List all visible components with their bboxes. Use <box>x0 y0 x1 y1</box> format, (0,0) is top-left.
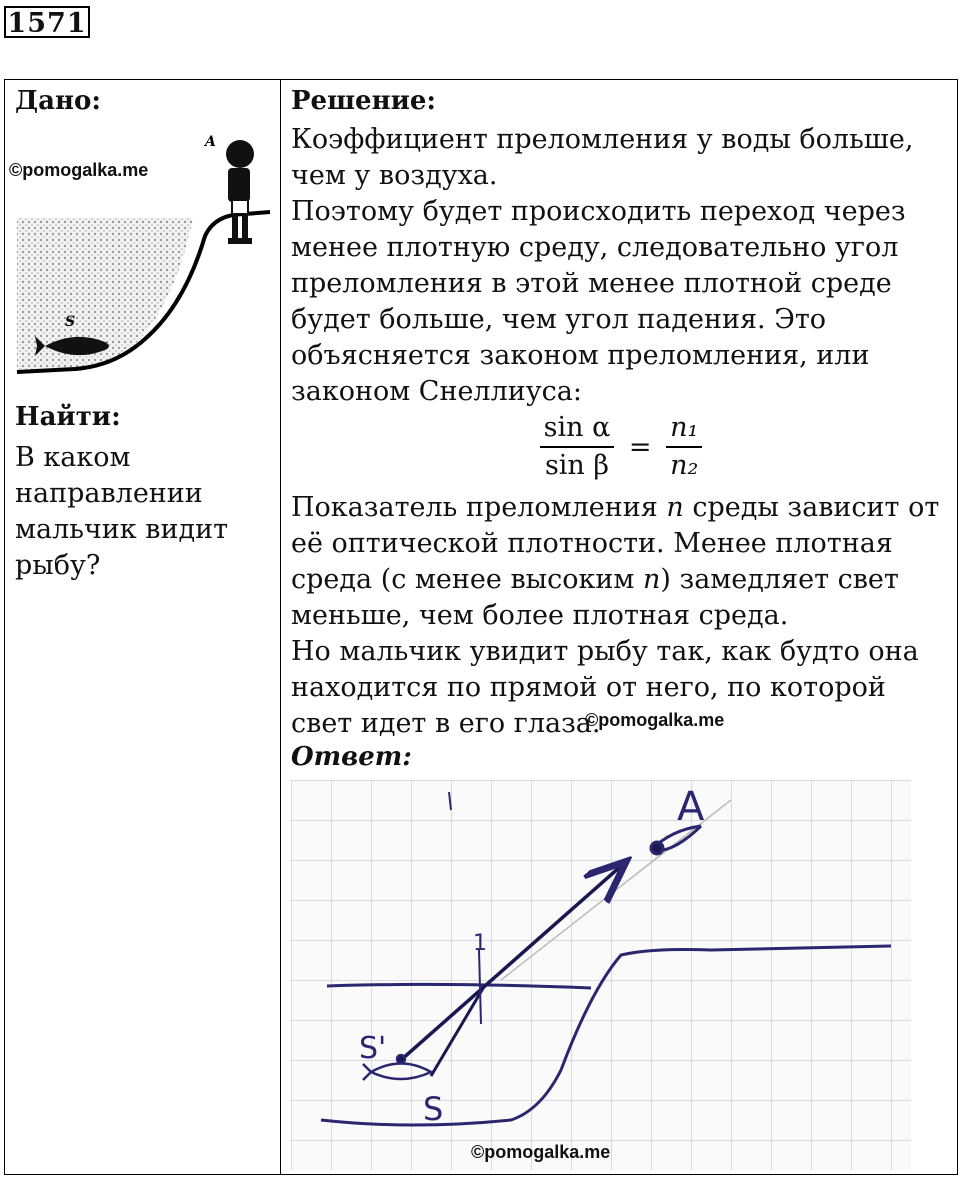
sketch-label-a: A <box>677 784 705 830</box>
given-column <box>9 80 273 584</box>
task-number: 1571 <box>4 6 90 38</box>
formula-n1: n₁ <box>670 412 699 443</box>
solution-paragraph-2: Поэтому будет происходить переход через менее плотную среду, следовательно угол преломления в этой менее плотной среде будет больше, чем угол падения. Это объясняется законом преломления, или законом Снеллиуса: <box>291 196 906 407</box>
snell-formula <box>291 410 951 490</box>
answer-sketch <box>291 780 911 1170</box>
p3-var-n2: n <box>642 564 661 595</box>
given-heading: Дано: <box>15 86 101 116</box>
label-s: S <box>65 314 76 330</box>
find-question: В каком направлении мальчик видит рыбу? <box>15 442 229 581</box>
solution-paragraph-3 <box>291 490 951 634</box>
p3-var-n: n <box>666 492 684 523</box>
formula-n2: n₂ <box>670 450 699 481</box>
label-a: A <box>205 134 216 150</box>
p3-part-c: ) замедляет свет меньше, чем более плотная среда. <box>291 564 899 631</box>
answer-heading: Ответ: <box>291 742 412 772</box>
formula-equals: = <box>628 431 652 463</box>
sketch-label-1: 1 <box>473 931 487 956</box>
sketch-label-s: S <box>423 1090 444 1128</box>
solution-column <box>291 80 951 1170</box>
formula-right-fraction <box>666 410 702 484</box>
solution-heading: Решение: <box>291 86 437 116</box>
grid-paper <box>291 780 911 1170</box>
boy <box>226 140 254 244</box>
bottom-watermark: ©pomogalka.me <box>471 1142 611 1162</box>
formula-sin-alpha: sin α <box>543 412 611 443</box>
find-heading: Найти: <box>15 402 121 432</box>
p4-text: Но мальчик увидит рыбу так, как будто она находится по прямой от него, по которой свет идет в его глаза. <box>291 636 919 739</box>
solution-table <box>4 79 958 1175</box>
watermark: ©pomogalka.me <box>585 710 725 730</box>
solution-paragraph-4 <box>291 634 951 742</box>
p3-part-a: Показатель преломления <box>291 492 667 523</box>
watermark: ©pomogalka.me <box>9 160 149 180</box>
solution-paragraph-1: Коэффициент преломления у воды больше, чем у воздуха. <box>291 124 914 191</box>
formula-sin-beta: sin β <box>544 450 610 481</box>
p3-part-b: среды зависит от её оптической плотности. Менее плотная среда (с менее высоким <box>291 492 940 595</box>
formula-left-fraction <box>540 410 615 484</box>
sketch-label-s-prime: S' <box>359 1031 387 1066</box>
boy-and-fish-figure <box>15 124 275 382</box>
column-divider <box>280 80 281 1174</box>
given-figure <box>9 124 273 382</box>
